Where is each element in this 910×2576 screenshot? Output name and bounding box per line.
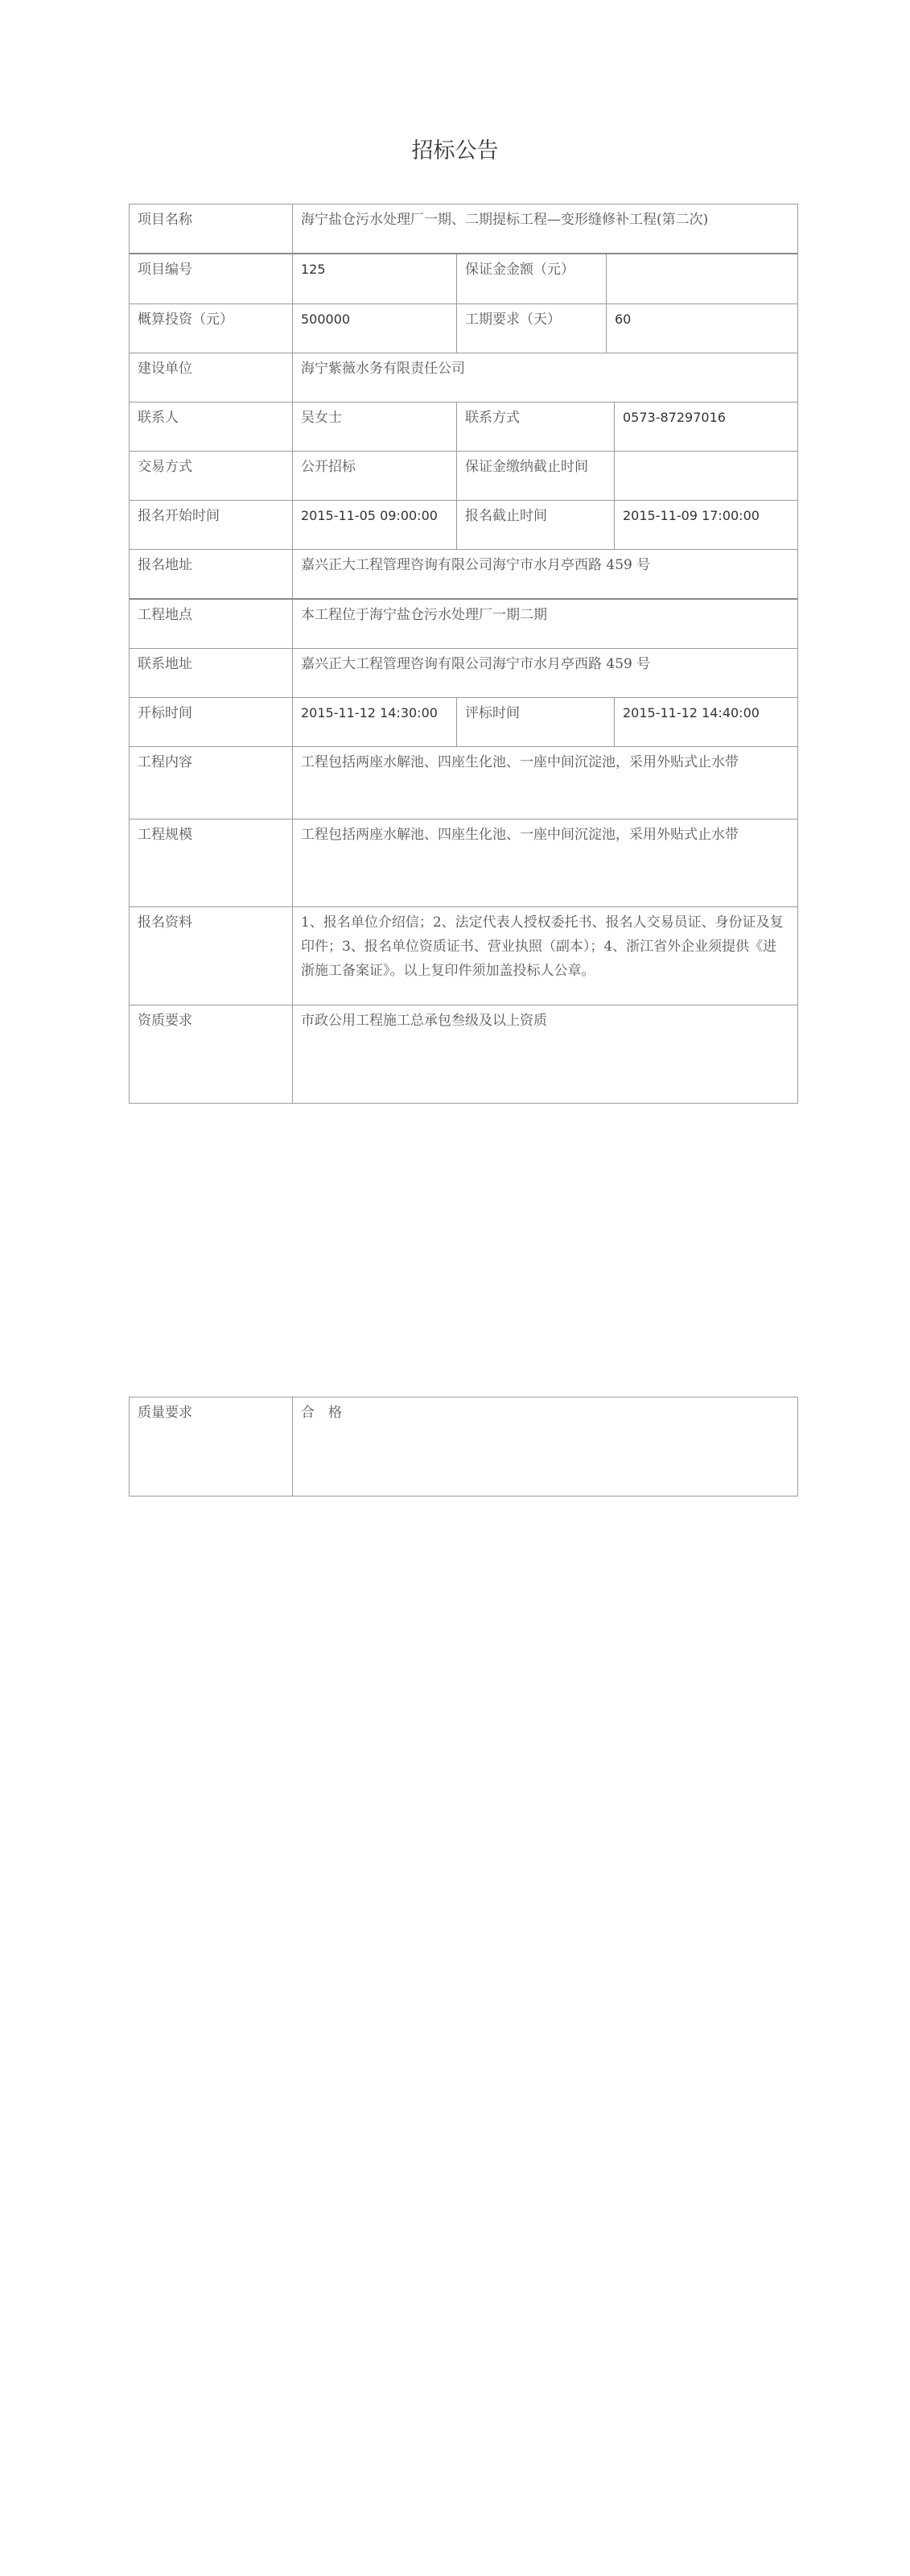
- project-no-value: 125: [292, 254, 456, 303]
- project-name-value: 海宁盐仓污水处理厂一期、二期提标工程—变形缝修补工程(第二次): [292, 204, 797, 253]
- row-contact-address: [130, 649, 797, 698]
- row-signup-address: [130, 550, 797, 600]
- builder-value: 海宁紫薇水务有限责任公司: [292, 353, 797, 402]
- materials-label: 报名资料: [138, 914, 192, 931]
- quality-table: [129, 1397, 798, 1496]
- contact-address-label: 联系地址: [138, 656, 192, 672]
- deposit-amount-value: [606, 254, 797, 303]
- qualification-value: 市政公用工程施工总承包叁级及以上资质: [292, 1005, 797, 1103]
- row-materials: [130, 907, 797, 1005]
- materials-value: 1、报名单位介绍信；2、法定代表人授权委托书、报名人交易员证、身份证及复印件；3、报名单位资质证书、营业执照（副本）；4、浙江省外企业须提供《进浙施工备案证》。以上复印件须加盖投标人公章。: [292, 907, 797, 1005]
- signup-start-label: 报名开始时间: [138, 508, 220, 524]
- quality-label: 质量要求: [138, 1405, 192, 1421]
- scale-label: 工程规模: [138, 827, 192, 843]
- budget-label: 概算投资（元）: [138, 312, 233, 328]
- open-time-label: 开标时间: [138, 705, 192, 721]
- duration-value: 60: [606, 304, 797, 353]
- row-site: [130, 600, 797, 649]
- contact-phone-label: 联系方式: [456, 402, 614, 451]
- tender-info-table: [129, 204, 798, 1104]
- signup-address-label: 报名地址: [138, 557, 192, 573]
- row-project-no: [130, 254, 797, 304]
- trade-method-value: 公开招标: [292, 452, 456, 500]
- open-time-value: 2015-11-12 14:30:00: [292, 698, 456, 746]
- row-scale: [130, 819, 797, 907]
- site-value: 本工程位于海宁盐仓污水处理厂一期二期: [292, 600, 797, 648]
- row-project-name: [130, 204, 797, 254]
- row-signup-time: [130, 501, 797, 550]
- signup-end-label: 报名截止时间: [456, 501, 614, 549]
- trade-method-label: 交易方式: [138, 459, 192, 475]
- evaluation-time-value: 2015-11-12 14:40:00: [614, 698, 797, 746]
- deposit-deadline-value: [614, 452, 797, 500]
- builder-label: 建设单位: [138, 361, 192, 377]
- signup-start-value: 2015-11-05 09:00:00: [292, 501, 456, 549]
- deposit-amount-label: 保证金金额（元）: [456, 254, 614, 303]
- row-trade: [130, 452, 797, 501]
- page-title: 招标公告: [411, 138, 499, 163]
- row-contact: [130, 402, 797, 452]
- site-label: 工程地点: [138, 607, 192, 623]
- row-builder: [130, 353, 797, 402]
- row-content: [130, 747, 797, 819]
- contact-person-value: 吴女士: [292, 402, 456, 451]
- duration-label: 工期要求（天）: [456, 304, 614, 353]
- row-qualification: [130, 1005, 797, 1103]
- qualification-label: 资质要求: [138, 1013, 192, 1029]
- signup-end-value: 2015-11-09 17:00:00: [614, 501, 797, 549]
- row-budget: [130, 304, 797, 353]
- signup-address-value: 嘉兴正大工程管理咨询有限公司海宁市水月亭西路 459 号: [292, 550, 797, 598]
- deposit-deadline-label: 保证金缴纳截止时间: [456, 452, 614, 500]
- content-value: 工程包括两座水解池、四座生化池、一座中间沉淀池，采用外贴式止水带: [292, 747, 797, 819]
- project-name-label: 项目名称: [138, 212, 192, 228]
- budget-value: 500000: [292, 304, 456, 353]
- contact-address-value: 嘉兴正大工程管理咨询有限公司海宁市水月亭西路 459 号: [292, 649, 797, 697]
- content-label: 工程内容: [138, 754, 192, 770]
- evaluation-time-label: 评标时间: [456, 698, 614, 746]
- scale-value: 工程包括两座水解池、四座生化池、一座中间沉淀池，采用外贴式止水带: [292, 819, 797, 906]
- project-no-label: 项目编号: [138, 262, 192, 278]
- row-open-time: [130, 698, 797, 747]
- row-quality: [130, 1397, 797, 1496]
- contact-person-label: 联系人: [138, 410, 179, 426]
- quality-value: 合 格: [292, 1397, 797, 1496]
- contact-phone-value: 0573-87297016: [614, 402, 797, 451]
